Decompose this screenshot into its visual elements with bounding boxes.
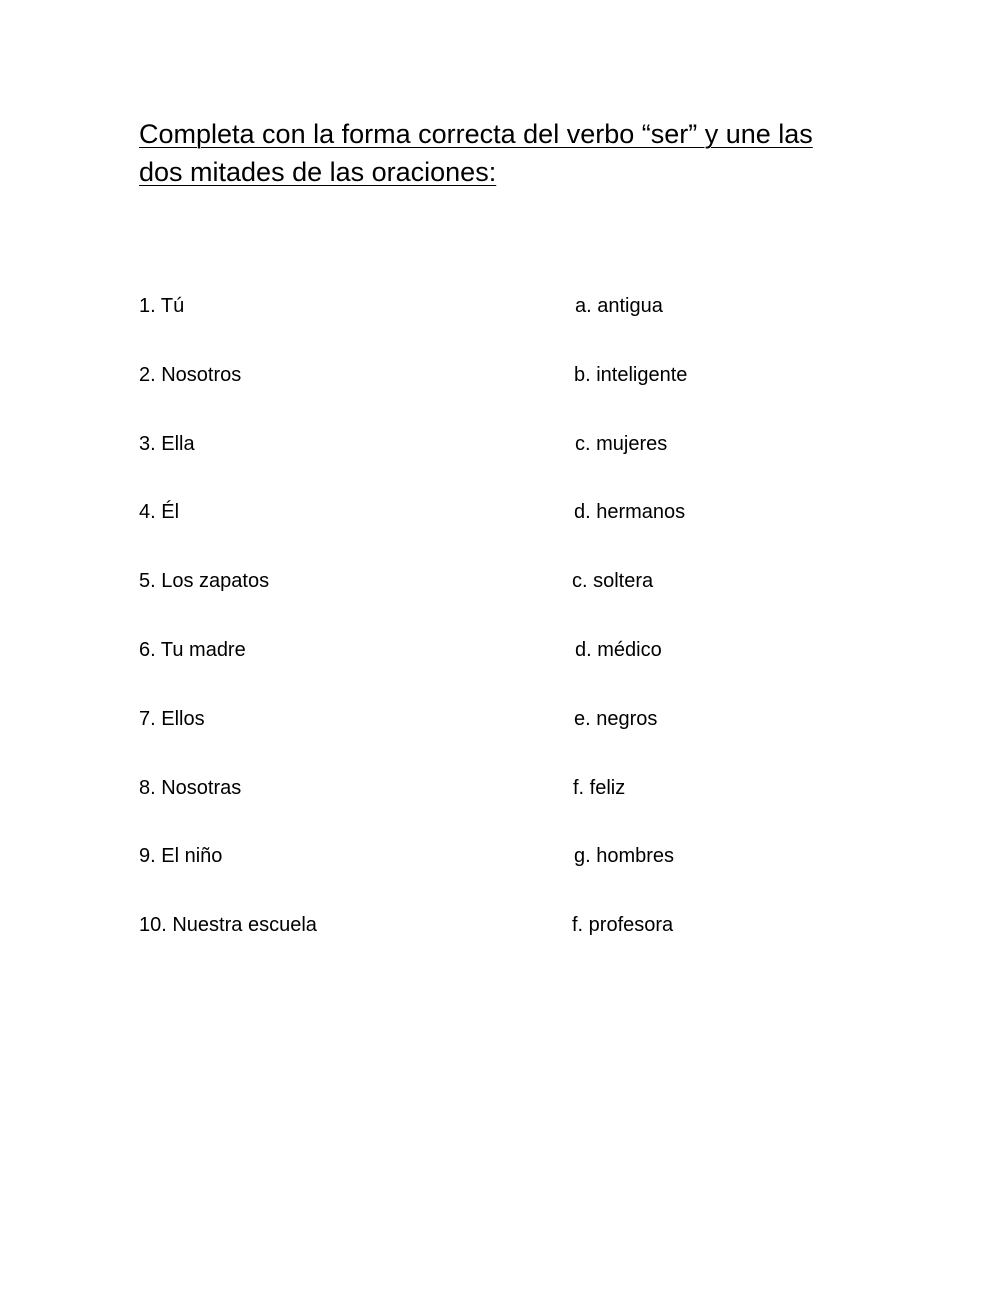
right-item-9: g. hombres [574, 845, 675, 867]
left-item-3: 3. Ella [139, 433, 195, 455]
right-item-7: e. negros [574, 708, 658, 730]
left-item-9: 9. El niño [139, 845, 223, 867]
left-item-7: 7. Ellos [139, 708, 205, 730]
right-item-1: a. antigua [575, 295, 663, 317]
left-item-2: 2. Nosotros [139, 364, 242, 386]
right-item-2: b. inteligente [574, 364, 688, 386]
left-item-10: 10. Nuestra escuela [139, 914, 317, 936]
left-item-4: 4. Él [139, 501, 180, 523]
left-item-5: 5. Los zapatos [139, 570, 270, 592]
right-item-10: f. profesora [572, 914, 674, 936]
right-item-3: c. mujeres [575, 433, 668, 455]
instruction-heading: Completa con la forma correcta del verbo “ser” y une las dos mitades de las oraciones: [139, 119, 813, 187]
right-item-6: d. médico [575, 639, 662, 661]
left-item-6: 6. Tu madre [139, 639, 246, 661]
right-item-4: d. hermanos [574, 501, 686, 523]
right-item-5: c. soltera [572, 570, 654, 592]
left-item-8: 8. Nosotras [139, 777, 242, 799]
left-item-1: 1. Tú [139, 295, 185, 317]
right-item-8: f. feliz [573, 777, 626, 799]
